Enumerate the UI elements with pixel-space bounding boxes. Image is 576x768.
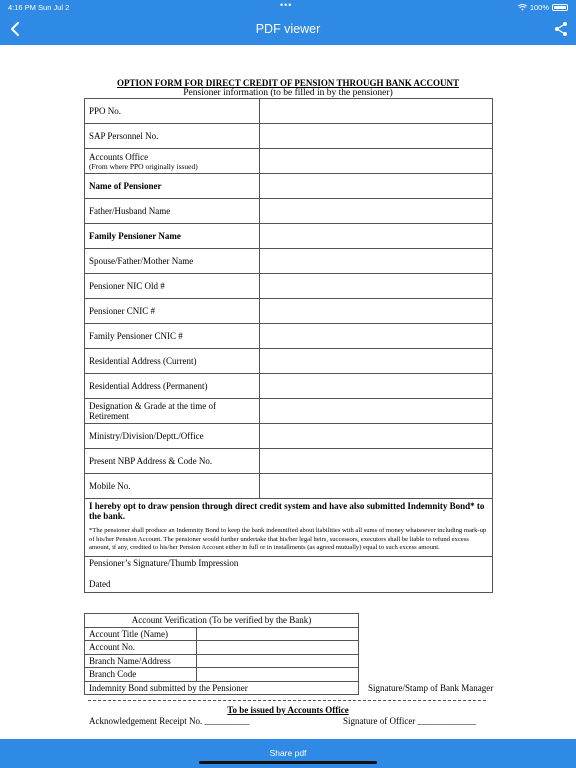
multitask-dots-icon[interactable]: •••	[280, 0, 293, 10]
field-value	[259, 299, 492, 324]
share-pdf-button[interactable]: Share pdf	[269, 748, 307, 758]
field-label: Family Pensioner CNIC #	[85, 324, 260, 349]
field-label: Pensioner CNIC #	[85, 299, 260, 324]
table-row	[85, 474, 493, 499]
field-label: Designation & Grade at the time of Retirement	[85, 399, 260, 424]
status-time: 4:16 PM Sun Jul 2	[8, 3, 70, 12]
field-label: SAP Personnel No.	[85, 124, 260, 149]
verification-value	[197, 641, 359, 655]
field-value	[259, 149, 492, 174]
verification-label: Indemnity Bond submitted by the Pensioner	[85, 681, 359, 695]
field-value	[259, 349, 492, 374]
nav-bar	[0, 14, 576, 45]
table-row	[85, 614, 359, 628]
verification-label: Branch Name/Address	[85, 654, 197, 668]
verification-label: Branch Code	[85, 668, 197, 682]
bank-manager-signature-label: Signature/Stamp of Bank Manager	[368, 683, 494, 693]
table-row	[85, 654, 359, 668]
field-value	[259, 99, 492, 124]
verification-label: Account No.	[85, 641, 197, 655]
field-label: Residential Address (Current)	[85, 349, 260, 374]
field-label: Mobile No.	[85, 474, 260, 499]
declaration-row	[85, 499, 493, 557]
indemnity-note: *The pensioner shall produce an Indemnity Bond to keep the bank indemnified about liabilities with all sums of money whatsoever including mark-up of his/her Pension Account. The pensioner would further undertake that his/her legal heirs, successors, executors shall be liable to refund excess amount, if any, credited to his/her Pension Account either in full or in installments (as agreed mutually) equal to such excess amount.	[89, 527, 487, 551]
cut-line-divider	[88, 700, 486, 701]
share-icon[interactable]	[554, 21, 568, 37]
page-title: PDF viewer	[255, 22, 321, 36]
field-value	[259, 124, 492, 149]
declaration-cell	[85, 499, 493, 557]
status-bar	[0, 0, 576, 14]
signature-cell	[85, 556, 493, 592]
field-label: PPO No.	[85, 99, 260, 124]
pdf-document[interactable]	[0, 45, 576, 739]
field-value	[259, 399, 492, 424]
battery-percent: 100%	[529, 3, 549, 12]
field-value	[259, 174, 492, 199]
table-row	[85, 424, 493, 449]
pensioner-info-table	[84, 98, 493, 593]
account-verification-title: Account Verification (To be verified by the Bank)	[85, 614, 359, 628]
field-value	[259, 374, 492, 399]
verification-value	[197, 668, 359, 682]
acknowledgement-receipt-label: Acknowledgement Receipt No. __________	[89, 716, 250, 726]
status-right	[518, 3, 568, 12]
table-row	[85, 668, 359, 682]
table-row	[85, 349, 493, 374]
field-label: Father/Husband Name	[85, 199, 260, 224]
home-indicator[interactable]	[199, 761, 377, 764]
table-row	[85, 374, 493, 399]
field-sublabel: (From where PPO originally issued)	[89, 161, 198, 171]
signature-row	[85, 556, 493, 592]
table-row	[85, 149, 493, 174]
field-value	[259, 249, 492, 274]
table-row	[85, 249, 493, 274]
table-row	[85, 299, 493, 324]
account-verification-table	[84, 613, 359, 695]
field-label-accounts-office	[85, 149, 260, 174]
table-row	[85, 124, 493, 149]
field-label: Residential Address (Permanent)	[85, 374, 260, 399]
field-label: Accounts Office	[89, 151, 149, 162]
table-row	[85, 641, 359, 655]
dated-label: Dated	[89, 578, 111, 589]
field-label: Spouse/Father/Mother Name	[85, 249, 260, 274]
table-row	[85, 627, 359, 641]
pensioner-signature-label: Pensioner’s Signature/Thumb Impression	[89, 557, 239, 568]
verification-value	[197, 654, 359, 668]
field-value	[259, 449, 492, 474]
table-row	[85, 324, 493, 349]
table-row	[85, 449, 493, 474]
form-title: OPTION FORM FOR DIRECT CREDIT OF PENSION THROUGH BANK ACCOUNT	[117, 78, 459, 88]
table-row	[85, 399, 493, 424]
field-label: Family Pensioner Name	[85, 224, 260, 249]
field-value	[259, 424, 492, 449]
declaration-text: I hereby opt to draw pension through direct credit system and have also submitted Indemnity Bond* to the bank.	[89, 501, 485, 521]
field-value	[259, 199, 492, 224]
battery-icon	[552, 4, 568, 11]
form-subtitle: Pensioner information (to be filled in by the pensioner)	[183, 88, 393, 98]
table-row	[85, 99, 493, 124]
table-row	[85, 174, 493, 199]
field-label: Present NBP Address & Code No.	[85, 449, 260, 474]
table-row	[85, 274, 493, 299]
wifi-icon	[518, 4, 527, 11]
verification-label: Account Title (Name)	[85, 627, 197, 641]
field-label: Ministry/Division/Deptt./Office	[85, 424, 260, 449]
officer-signature-label: Signature of Officer _____________	[343, 716, 477, 726]
table-row	[85, 224, 493, 249]
field-value	[259, 274, 492, 299]
table-row	[85, 681, 359, 695]
table-row	[85, 199, 493, 224]
field-value	[259, 324, 492, 349]
issued-by-heading: To be issued by Accounts Office	[227, 705, 349, 715]
field-value	[259, 474, 492, 499]
field-label: Name of Pensioner	[85, 174, 260, 199]
field-label: Pensioner NIC Old #	[85, 274, 260, 299]
verification-value	[197, 627, 359, 641]
field-value	[259, 224, 492, 249]
bottom-bar	[0, 739, 576, 768]
